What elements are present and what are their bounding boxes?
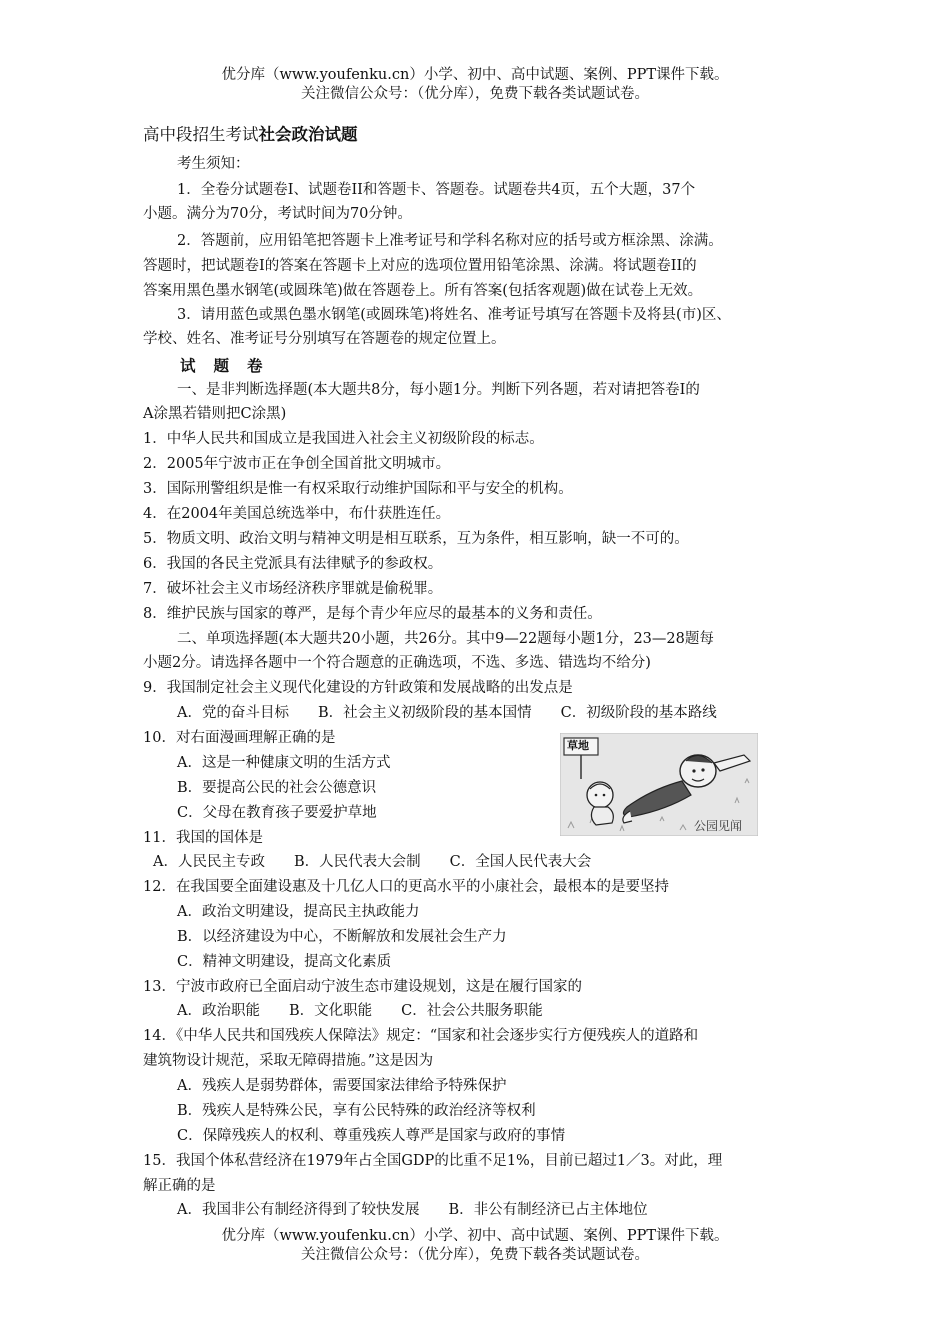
question-stem: 12．在我国要全面建设惠及十几亿人口的更高水平的小康社会，最根本的是要坚持 — [143, 879, 669, 895]
question-options: A．我国非公有制经济得到了较快发展 B．非公有制经济已占主体地位 — [177, 1202, 648, 1218]
question-stem: 11．我国的国体是 — [143, 830, 263, 846]
section-title: 试题卷 — [180, 356, 281, 375]
page-header — [0, 66, 950, 104]
notice-line: 答案用黑色墨水钢笔(或圆珠笔)做在答题卷上。所有答案(包括客观题)做在试卷上无效。 — [143, 283, 703, 299]
question-stem: 13．宁波市政府已全面启动宁波生态市建设规划，这是在履行国家的 — [143, 979, 582, 995]
judgement-item: 8．维护民族与国家的尊严，是每个青少年应尽的最基本的义务和责任。 — [143, 606, 602, 622]
header-line-2: 关注微信公众号：（优分库），免费下载各类试题试卷。 — [301, 86, 649, 102]
exam-title-bold: 社会政治试题 — [258, 125, 358, 144]
part2-intro: 小题2分。请选择各题中一个符合题意的正确选项，不选、多选、错选均不给分) — [143, 655, 651, 671]
question-stem: 10．对右面漫画理解正确的是 — [143, 730, 365, 746]
judgement-item: 4．在2004年美国总统选举中，布什获胜连任。 — [143, 506, 451, 522]
question-options: A．党的奋斗目标 B．社会主义初级阶段的基本国情 C．初级阶段的基本路线 — [177, 705, 717, 721]
cartoon-illustration — [560, 733, 758, 836]
notice-line: 3．请用蓝色或黑色墨水钢笔(或圆珠笔)将姓名、准考证号填写在答题卡及将县(市)区、 — [177, 307, 731, 323]
question-option: B．残疾人是特殊公民，享有公民特殊的政治经济等权利 — [177, 1103, 536, 1119]
part1-intro: 一、是非判断选择题(本大题共8分，每小题1分。判断下列各题，若对请把答卷Ⅰ的 — [177, 382, 700, 398]
judgement-item: 6．我国的各民主党派具有法律赋予的参政权。 — [143, 556, 443, 572]
cartoon-sign-text: 草地 — [567, 739, 589, 752]
cartoon-caption: 公园见闻 — [694, 819, 743, 833]
question-options: A．政治职能 B．文化职能 C．社会公共服务职能 — [177, 1003, 543, 1019]
question-option: C．精神文明建设，提高文化素质 — [177, 954, 392, 970]
question-stem: 建筑物设计规范，采取无障碍措施。”这是因为 — [143, 1053, 434, 1069]
exam-title-prefix: 高中段招生考试 — [143, 125, 259, 144]
question-stem: 9．我国制定社会主义现代化建设的方针政策和发展战略的出发点是 — [143, 680, 573, 696]
notice-line: 1．全卷分试题卷Ⅰ、试题卷ⅠⅠ和答题卡、答题卷。试题卷共4页，五个大题，37个 — [177, 182, 696, 198]
page-footer — [0, 1227, 950, 1265]
question-option: B．要提高公民的社会公德意识 — [177, 780, 377, 796]
question-option: C．保障残疾人的权利、尊重残疾人尊严是国家与政府的事情 — [177, 1128, 566, 1144]
notice-line: 2．答题前，应用铅笔把答题卡上准考证号和学科名称对应的括号或方框涂黑、涂满。 — [177, 233, 723, 249]
part1-intro: A涂黑若错则把C涂黑) — [143, 406, 287, 422]
judgement-item: 1．中华人民共和国成立是我国进入社会主义初级阶段的标志。 — [143, 431, 544, 447]
notice-line: 学校、姓名、准考证号分别填写在答题卷的规定位置上。 — [143, 331, 506, 347]
notice-line: 答题时，把试题卷Ⅰ的答案在答题卡上对应的选项位置用铅笔涂黑、涂满。将试题卷ⅠⅠ的 — [143, 258, 697, 274]
notice-line: 小题。满分为70分，考试时间为70分钟。 — [143, 206, 412, 222]
notice-label: 考生须知： — [177, 156, 250, 172]
question-option: A．政治文明建设，提高民主执政能力 — [177, 904, 420, 920]
exam-title — [143, 125, 358, 145]
question-option: A．这是一种健康文明的生活方式 — [177, 755, 391, 771]
judgement-item: 5．物质文明、政治文明与精神文明是相互联系，互为条件，相互影响，缺一不可的。 — [143, 531, 689, 547]
judgement-item: 2．2005年宁波市正在争创全国首批文明城市。 — [143, 456, 451, 472]
judgement-item: 3．国际刑警组织是惟一有权采取行动维护国际和平与安全的机构。 — [143, 481, 573, 497]
part2-intro: 二、单项选择题(本大题共20小题，共26分。其中9—22题每小题1分，23—28题每 — [177, 631, 714, 647]
question-options: A．人民民主专政 B．人民代表大会制 C．全国人民代表大会 — [153, 854, 592, 870]
question-stem: 解正确的是 — [143, 1178, 216, 1194]
judgement-item: 7．破坏社会主义市场经济秩序罪就是偷税罪。 — [143, 581, 443, 597]
header-line-1: 优分库（www.youfenku.cn）小学、初中、高中试题、案例、PPT课件下载。 — [221, 67, 729, 83]
question-option: B．以经济建设为中心，不断解放和发展社会生产力 — [177, 929, 507, 945]
question-stem: 15．我国个体私营经济在1979年占全国GDP的比重不足1%，目前已超过1／3。对此，理 — [143, 1153, 723, 1169]
footer-line-1: 优分库（www.youfenku.cn）小学、初中、高中试题、案例、PPT课件下载。 — [221, 1228, 729, 1244]
question-stem: 14．《中华人民共和国残疾人保障法》规定：“国家和社会逐步实行方便残疾人的道路和 — [143, 1028, 699, 1044]
footer-line-2: 关注微信公众号：（优分库），免费下载各类试题试卷。 — [301, 1247, 649, 1263]
question-option: C．父母在教育孩子要爱护草地 — [177, 805, 377, 821]
question-option: A．残疾人是弱势群体，需要国家法律给予特殊保护 — [177, 1078, 507, 1094]
